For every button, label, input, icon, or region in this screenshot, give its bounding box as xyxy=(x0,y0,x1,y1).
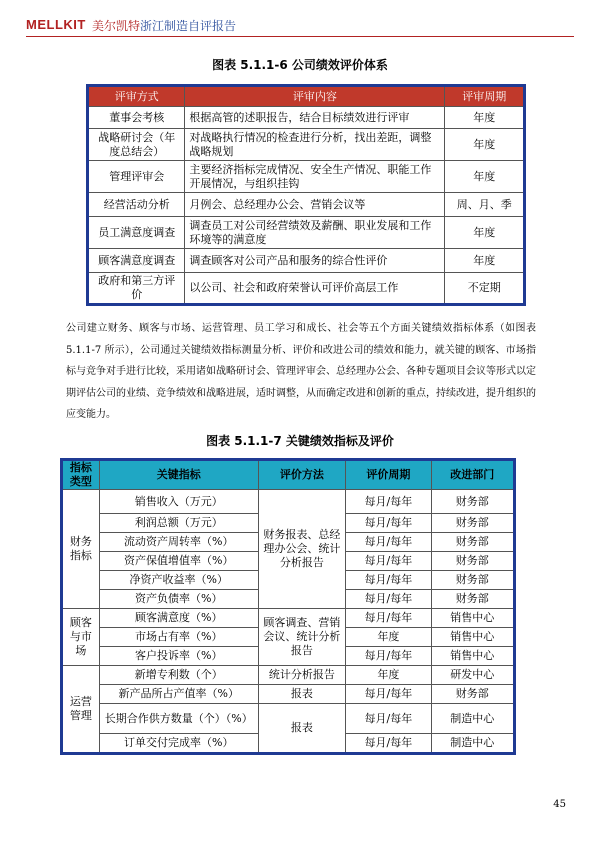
evaluation-period: 每月/每年 xyxy=(346,609,431,628)
page-header xyxy=(26,14,574,38)
review-method: 董事会考核 xyxy=(88,107,185,129)
indicator: 资产保值增值率（%） xyxy=(99,552,258,571)
header-divider xyxy=(26,36,574,37)
evaluation-period: 年度 xyxy=(346,628,431,647)
evaluation-method: 报表 xyxy=(258,685,345,704)
indicator: 市场占有率（%） xyxy=(99,628,258,647)
column-header: 评审内容 xyxy=(185,86,445,107)
improvement-dept: 制造中心 xyxy=(431,704,514,734)
column-header: 改进部门 xyxy=(431,460,514,490)
evaluation-period: 每月/每年 xyxy=(346,514,431,533)
evaluation-period: 每月/每年 xyxy=(346,552,431,571)
review-cycle: 年度 xyxy=(445,161,525,193)
evaluation-period: 每月/每年 xyxy=(346,571,431,590)
indicator: 长期合作供方数量（个）（%） xyxy=(99,704,258,734)
indicator-type: 财务指标 xyxy=(62,490,100,609)
review-method: 政府和第三方评价 xyxy=(88,273,185,305)
improvement-dept: 财务部 xyxy=(431,571,514,590)
evaluation-method: 财务报表、总经理办公会、统计分析报告 xyxy=(258,490,345,609)
table-row xyxy=(62,704,515,734)
review-method: 战略研讨会（年度总结会） xyxy=(88,129,185,161)
table-row xyxy=(88,193,525,217)
improvement-dept: 销售中心 xyxy=(431,609,514,628)
review-cycle: 周、月、季 xyxy=(445,193,525,217)
evaluation-period: 每月/每年 xyxy=(346,734,431,754)
column-header: 评价方法 xyxy=(258,460,345,490)
evaluation-period: 每月/每年 xyxy=(346,590,431,609)
improvement-dept: 财务部 xyxy=(431,490,514,514)
indicator: 顾客满意度（%） xyxy=(99,609,258,628)
improvement-dept: 财务部 xyxy=(431,533,514,552)
review-method: 顾客满意度调查 xyxy=(88,249,185,273)
evaluation-period: 年度 xyxy=(346,666,431,685)
table-row xyxy=(88,249,525,273)
column-header: 关键指标 xyxy=(99,460,258,490)
review-content: 以公司、社会和政府荣誉认可评价高层工作 xyxy=(185,273,445,305)
column-header: 指标类型 xyxy=(62,460,100,490)
evaluation-method: 报表 xyxy=(258,704,345,754)
kpi-evaluation-table xyxy=(60,458,516,755)
table2-caption: 图表 5.1.1-7 关键绩效指标及评价 xyxy=(206,434,394,448)
improvement-dept: 销售中心 xyxy=(431,628,514,647)
evaluation-method: 顾客调查、营销会议、统计分析报告 xyxy=(258,609,345,666)
review-cycle: 年度 xyxy=(445,129,525,161)
table-row xyxy=(62,609,515,628)
table-row xyxy=(88,161,525,193)
improvement-dept: 销售中心 xyxy=(431,647,514,666)
evaluation-method: 统计分析报告 xyxy=(258,666,345,685)
evaluation-period: 每月/每年 xyxy=(346,704,431,734)
improvement-dept: 制造中心 xyxy=(431,734,514,754)
improvement-dept: 财务部 xyxy=(431,514,514,533)
table-row xyxy=(88,129,525,161)
review-cycle: 年度 xyxy=(445,249,525,273)
review-content: 主要经济指标完成情况、安全生产情况、职能工作开展情况，与组织挂钩 xyxy=(185,161,445,193)
column-header: 评审周期 xyxy=(445,86,525,107)
table-row xyxy=(88,107,525,129)
review-cycle: 年度 xyxy=(445,217,525,249)
evaluation-period: 每月/每年 xyxy=(346,490,431,514)
improvement-dept: 财务部 xyxy=(431,685,514,704)
page-number: 45 xyxy=(553,799,566,810)
table-row xyxy=(88,217,525,249)
body-paragraph: 公司建立财务、顾客与市场、运营管理、员工学习和成长、社会等五个方面关键绩效指标体系（如图表 5.1.1-7 所示），公司通过关键绩效指标测量分析、评价和改进公司的绩效和能力，就关键的顾客、市场指标与竞争对手进行比较，采用诸如战略研讨会、管理评审会、总经理办公会、各种专题项目会议等形式以定期评估公司的业绩、竞争绩效和战略进展，适时调整，从而确定改进和创新的重点，持续改进，提升组织的应变能力。 xyxy=(66,323,536,421)
table-row xyxy=(88,273,525,305)
indicator: 净资产收益率（%） xyxy=(99,571,258,590)
indicator: 新增专利数（个） xyxy=(99,666,258,685)
indicator-type: 顾客与市场 xyxy=(62,609,100,666)
table1-caption: 图表 5.1.1-6 公司绩效评价体系 xyxy=(212,58,388,72)
review-method: 经营活动分析 xyxy=(88,193,185,217)
indicator: 订单交付完成率（%） xyxy=(99,734,258,754)
improvement-dept: 财务部 xyxy=(431,552,514,571)
indicator: 销售收入（万元） xyxy=(99,490,258,514)
table-row xyxy=(62,685,515,704)
evaluation-period: 每月/每年 xyxy=(346,533,431,552)
indicator: 利润总额（万元） xyxy=(99,514,258,533)
review-cycle: 不定期 xyxy=(445,273,525,305)
review-content: 调查员工对公司经营绩效及薪酬、职业发展和工作环境等的满意度 xyxy=(185,217,445,249)
improvement-dept: 财务部 xyxy=(431,590,514,609)
evaluation-period: 每月/每年 xyxy=(346,647,431,666)
review-method: 员工满意度调查 xyxy=(88,217,185,249)
review-content: 调查顾客对公司产品和服务的综合性评价 xyxy=(185,249,445,273)
company-name: 美尔凯特 xyxy=(92,19,141,33)
indicator: 资产负债率（%） xyxy=(99,590,258,609)
review-cycle: 年度 xyxy=(445,107,525,129)
indicator-type: 运营管理 xyxy=(62,666,100,754)
column-header: 评价周期 xyxy=(346,460,431,490)
indicator: 流动资产周转率（%） xyxy=(99,533,258,552)
table-row xyxy=(62,666,515,685)
indicator: 新产品所占产值率（%） xyxy=(99,685,258,704)
improvement-dept: 研发中心 xyxy=(431,666,514,685)
table-header-row xyxy=(88,86,525,107)
performance-evaluation-table xyxy=(86,84,526,306)
evaluation-period: 每月/每年 xyxy=(346,685,431,704)
indicator: 客户投诉率（%） xyxy=(99,647,258,666)
review-content: 对战略执行情况的检查进行分析，找出差距，调整战略规划 xyxy=(185,129,445,161)
report-title: 浙江制造自评报告 xyxy=(140,19,237,33)
brand-logo: MELLKIT xyxy=(26,17,86,32)
review-content: 根据高管的述职报告，结合目标绩效进行评审 xyxy=(185,107,445,129)
review-method: 管理评审会 xyxy=(88,161,185,193)
column-header: 评审方式 xyxy=(88,86,185,107)
review-content: 月例会、总经理办公会、营销会议等 xyxy=(185,193,445,217)
table-header-row xyxy=(62,460,515,490)
table-row xyxy=(62,490,515,514)
